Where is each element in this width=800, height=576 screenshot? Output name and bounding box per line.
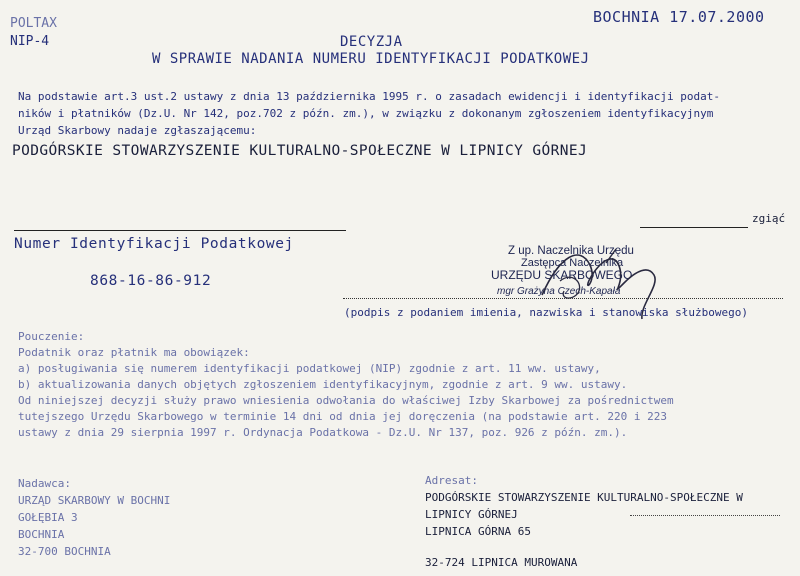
nip-rule [14, 230, 346, 231]
sender-line: URZĄD SKARBOWY W BOCHNI [18, 494, 171, 507]
fold-label: zgiąć [752, 212, 786, 225]
recipient-line: PODGÓRSKIE STOWARZYSZENIE KULTURALNO-SPOŁECZNE W [425, 491, 743, 504]
stamp-line-3: URZĘDU SKARBOWEGO [491, 268, 633, 282]
document-title: DECYZJA [340, 34, 403, 50]
intro-line: Na podstawie art.3 ust.2 ustawy z dnia 13 października 1995 r. o zasadach ewidencji i identyfikacji podat- [18, 90, 720, 103]
nip-value: 868-16-86-912 [90, 273, 212, 289]
instructions-line: tutejszego Urzędu Skarbowego w terminie 14 dni od dnia jej doręczenia (na podstawie art. 220 i 223 [18, 410, 668, 423]
stamp-line-2: Zastępca Naczelnika [521, 257, 624, 269]
recipient-line: LIPNICA GÓRNA 65 [425, 525, 531, 538]
intro-text [18, 90, 720, 137]
nip-label: Numer Identyfikacji Podatkowej [14, 236, 294, 252]
signature-line [343, 298, 783, 299]
stamp-line-4: mgr Grażyna Czech-Kapała [497, 286, 621, 297]
instructions [18, 330, 674, 439]
sender-line: GOŁĘBIA 3 [18, 511, 78, 524]
sender-block [18, 477, 170, 558]
place-date: BOCHNIA 17.07.2000 [593, 8, 765, 26]
instructions-line: b) aktualizowania danych objętych zgłoszeniem identyfikacyjnym, zgodnie z art. 9 ww. ustawy. [18, 378, 628, 391]
dotted-rule [630, 515, 780, 516]
instructions-line: Od niniejszej decyzji służy prawo wniesienia odwołania do właściwej Izby Skarbowej za pośrednictwem [18, 394, 674, 407]
document-subtitle: W SPRAWIE NADANIA NUMERU IDENTYFIKACJI PODATKOWEJ [152, 51, 590, 67]
stamp-line-1: Z up. Naczelnika Urzędu [508, 245, 634, 257]
sender-label: Nadawca: [18, 477, 71, 490]
recipient-label: Adresat: [425, 474, 478, 487]
intro-line: ników i płatników (Dz.U. Nr 142, poz.702 z późn. zm.), w związku z dokonanym zgłoszeniem identyfikacyjnym [18, 107, 714, 120]
form-code-nip4: NIP-4 [10, 34, 50, 49]
instructions-line: a) posługiwania się numerem identyfikacji podatkowej (NIP) zgodnie z art. 11 ww. ustawy, [18, 362, 601, 375]
form-code-poltax: POLTAX [10, 16, 57, 31]
signature-graphic [520, 235, 670, 335]
signature-caption: (podpis z podaniem imienia, nazwiska i stanowiska służbowego) [344, 306, 748, 319]
recipient-line: 32-724 LIPNICA MUROWANA [425, 556, 578, 569]
instructions-line: Podatnik oraz płatnik ma obowiązek: [18, 346, 250, 359]
recipient-line: LIPNICY GÓRNEJ [425, 508, 518, 521]
intro-line: Urząd Skarbowy nadaje zgłaszającemu: [18, 124, 257, 137]
instructions-line: ustawy z dnia 29 sierpnia 1997 r. Ordynacja Podatkowa - Dz.U. Nr 137, poz. 926 z późn. zm.). [18, 426, 628, 439]
instructions-heading: Pouczenie: [18, 330, 85, 343]
sender-line: BOCHNIA [18, 528, 65, 541]
recipient-block [425, 474, 743, 569]
sender-line: 32-700 BOCHNIA [18, 545, 111, 558]
taxpayer-name: PODGÓRSKIE STOWARZYSZENIE KULTURALNO-SPOŁECZNE W LIPNICY GÓRNEJ [12, 143, 588, 159]
fold-line [640, 227, 748, 228]
